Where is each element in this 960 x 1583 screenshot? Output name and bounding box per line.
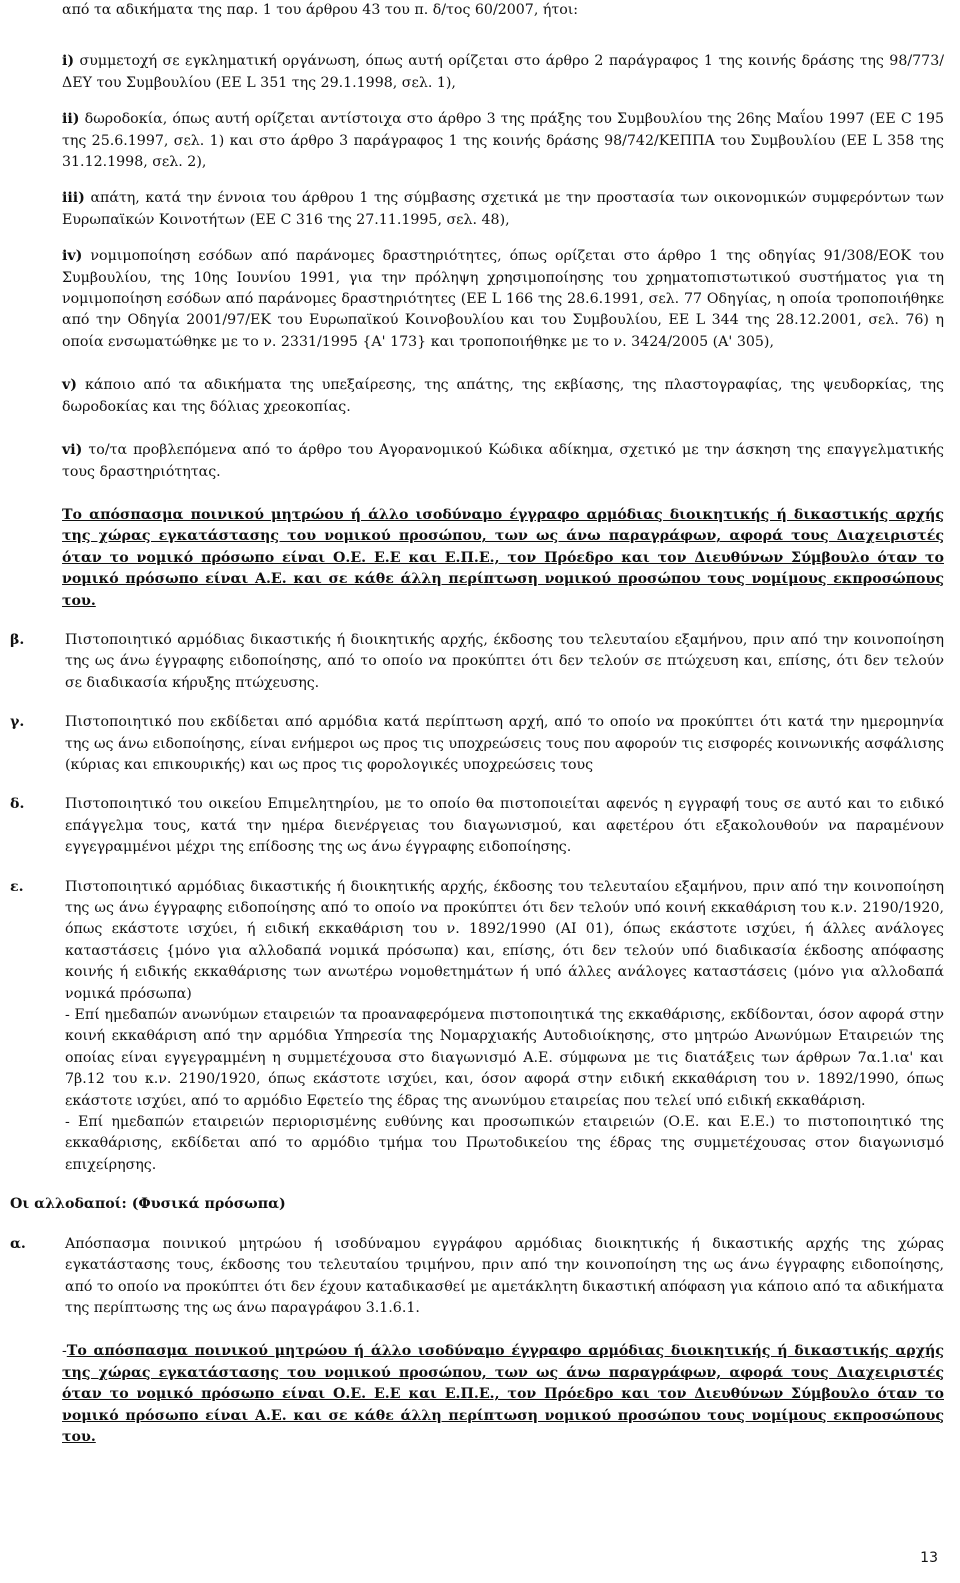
item-letter: ε. bbox=[10, 878, 24, 895]
item-marker: ii) bbox=[62, 111, 80, 128]
lettered-item-delta bbox=[10, 794, 944, 858]
item-marker: vi) bbox=[62, 442, 83, 459]
item-marker: iii) bbox=[62, 190, 85, 207]
item-letter: β. bbox=[10, 631, 25, 648]
list-item-i bbox=[62, 51, 944, 94]
foreign-persons-heading: Οι αλλοδαποί: (Φυσικά πρόσωπα) bbox=[10, 1196, 286, 1213]
item-marker: iv) bbox=[62, 248, 83, 265]
item-text: κάποιο από τα αδικήματα της υπεξαίρεσης, της απάτης, της εκβίασης, της πλαστογραφίας, της ψευδορκίας, της δωροδοκίας και της δόλιας χρεοκοπίας. bbox=[62, 377, 944, 415]
document-page bbox=[10, 0, 944, 1448]
list-item-iii bbox=[62, 188, 944, 231]
item-letter: α. bbox=[10, 1235, 26, 1252]
item-text: συμμετοχή σε εγκληματική οργάνωση, όπως αυτή ορίζεται στο άρθρο 2 παράγραφος 1 της κοινής δράσης της 98/773/ΔΕΥ του Συμβουλίου (ΕΕ L 351 της 29.1.1998, σελ. 1), bbox=[62, 53, 944, 91]
note-prefix: - bbox=[62, 1343, 67, 1360]
item-marker: i) bbox=[62, 53, 75, 70]
item-text: Απόσπασμα ποινικού μητρώου ή ισοδύναμου εγγράφου αρμόδιας διοικητικής ή δικαστικής αρχής της χώρας εγκατάστασης τους, έκδοσης του τελευταίου τριμήνου, πριν από την κοινοποίηση της ως άνω έγγραφης ειδοποίησης, από το οποίο να προκύπτει ότι δεν έχουν καταδικασθεί με αμετάκλητη δικαστική απόφαση για κάποιο από τα αδικήματα της περίπτωσης της ως άνω παραγράφου 3.1.6.1. bbox=[65, 1235, 944, 1316]
list-item-vi bbox=[62, 440, 944, 483]
lettered-item-alpha bbox=[10, 1234, 944, 1320]
item-text: Πιστοποιητικό που εκδίδεται από αρμόδια κατά περίπτωση αρχή, από το οποίο να προκύπτει ότι κατά την ημερομηνία της ως άνω ειδοποίησης, είναι ενήμεροι ως προς τις υποχρεώσεις τους που αφορούν τις εισφορές κοινωνικής ασφάλισης (κύριας και επικουρικής) και ως προς τις φορολογικές υποχρεώσεις τους bbox=[65, 714, 944, 773]
note-text: Το απόσπασμα ποινικού μητρώου ή άλλο ισοδύναμο έγγραφο αρμόδιας διοικητικής ή δικαστικής αρχής της χώρας εγκατάστασης του νομικού προσώπου, των ως άνω παραγράφων, αφορά τους Διαχειριστές όταν το νομικό πρόσωπο είναι Ο.Ε. Ε.Ε και Ε.Π.Ε., τον Πρόεδρο και τον Διευθύνων Σύμβουλο όταν το νομικό πρόσωπο είναι Α.Ε. και σε κάθε άλλη περίπτωση νομικού προσώπου τους νομίμους εκπροσώπους του. bbox=[62, 1343, 944, 1445]
item-text: δωροδοκία, όπως αυτή ορίζεται αντίστοιχα στο άρθρο 3 της πράξης του Συμβουλίου της 26ης Μαΐου 1997 (ΕΕ C 195 της 25.6.1997, σελ. 1) και στο άρθρο 3 παράγραφος 1 της κοινής δράσης 98/742/ΚΕΠΠΑ του Συμβουλίου (ΕΕ L 358 της 31.12.1998, σελ. 2), bbox=[62, 111, 944, 171]
list-item-iv bbox=[62, 246, 944, 353]
intro-line: από τα αδικήματα της παρ. 1 του άρθρου 43 του π. δ/τος 60/2007, ήτοι: bbox=[62, 2, 579, 18]
page-number: 13 bbox=[920, 1549, 938, 1566]
item-text: νομιμοποίηση εσόδων από παράνομες δραστηριότητες, όπως ορίζεται στο άρθρο 1 της οδηγίας 91/308/ΕΟΚ του Συμβουλίου, της 10ης Ιουνίου 1991, για την πρόληψη χρησιμοποίησης του χρηματοπιστωτικού συστήματος για τη νομιμοποίηση εσόδων από παράνομες δραστηριότητες (ΕΕ L 166 της 28.6.1991, σελ. 77 Οδηγίας, η οποία τροποποιήθηκε από την Οδηγία 2001/97/ΕΚ του Ευρωπαϊκού Κοινοβουλίου και του Συμβουλίου, ΕΕ L 344 της 28.12.2001, σελ. 76) η οποία ενσωματώθηκε με το ν. 2331/1995 {Α' 173} και τροποποιήθηκε με το ν. 3424/2005 (Α' 305), bbox=[62, 248, 944, 350]
item-body bbox=[65, 877, 944, 1177]
item-marker: v) bbox=[62, 377, 77, 394]
lettered-item-gamma bbox=[10, 712, 944, 776]
list-item-v bbox=[62, 375, 944, 418]
criminal-record-note-foreign bbox=[62, 1341, 944, 1448]
item-text: Πιστοποιητικό του οικείου Επιμελητηρίου, με το οποίο θα πιστοποιείται αφενός η εγγραφή τους σε αυτό και το ειδικό επάγγελμα τους, κατά την ημέρα διενέργειας του διαγωνισμού, και αφετέρου ότι εξακολουθούν να παραμένουν εγγεγραμμένοι μέχρι της επίδοσης της ως άνω έγγραφης ειδοποίησης. bbox=[65, 796, 944, 856]
item-text: Πιστοποιητικό αρμόδιας δικαστικής ή διοικητικής αρχής, έκδοσης του τελευταίου εξαμήνου, πριν από την κοινοποίηση της ως άνω έγγραφης ειδοποίησης από το οποίο να προκύπτει ότι δεν τελούν υπό κοινή εκκαθάριση του κ.ν. 2190/1920, όπως εκάστοτε ισχύει, ή ειδική εκκαθάριση του ν. 1892/1990 (ΑΙ 01), όπως εκάστοτε ισχύει, ή άλλες ανάλογες καταστάσεις {μόνο για αλλοδαπά νομικά πρόσωπα) και, επίσης, ότι δεν τελούν υπό διαδικασία έκδοσης απόφασης κοινής ή ειδικής εκκαθάρισης των ανωτέρω νομοθετημάτων ή υπό άλλες ανάλογες καταστάσεις (μόνο για αλλοδαπά νομικά πρόσωπα) bbox=[65, 878, 944, 1002]
liquidation-ltd-paragraph: - Επί ημεδαπών εταιρειών περιορισμένης ευθύνης και προσωπικών εταιρειών (Ο.Ε. και Ε.Ε.) το πιστοποιητικό της εκκαθάρισης, εκδίδεται από το αρμόδιο τμήμα του Πρωτοδικείου της έδρας της συμμετέχουσας στον διαγωνισμό επιχείρησης. bbox=[65, 1114, 944, 1173]
item-letter: δ. bbox=[10, 796, 25, 813]
item-text: απάτη, κατά την έννοια του άρθρου 1 της σύμβασης σχετικά με την προστασία των οικονομικών συμφερόντων των Ευρωπαϊκών Κοινοτήτων (ΕΕ C 316 της 27.11.1995, σελ. 48), bbox=[62, 190, 944, 228]
lettered-item-epsilon bbox=[10, 877, 944, 1177]
criminal-record-note: Το απόσπασμα ποινικού μητρώου ή άλλο ισοδύναμο έγγραφο αρμόδιας διοικητικής ή δικαστικής αρχής της χώρας εγκατάστασης του νομικού προσώπου, των ως άνω παραγράφων, αφορά τους Διαχειριστές όταν το νομικό πρόσωπο είναι Ο.Ε. Ε.Ε και Ε.Π.Ε., τον Πρόεδρο και τον Διευθύνων Σύμβουλο όταν το νομικό πρόσωπο είναι Α.Ε. και σε κάθε άλλη περίπτωση νομικού προσώπου τους νομίμους εκπροσώπους του. bbox=[62, 506, 944, 609]
list-item-ii bbox=[62, 109, 944, 173]
liquidation-sa-paragraph: - Επί ημεδαπών ανωνύμων εταιρειών τα προαναφερόμενα πιστοποιητικά της εκκαθάρισης, εκδίδονται, όσον αφορά στην κοινή εκκαθάριση από την αρμόδια Υπηρεσία της Νομαρχιακής Αυτοδιοίκησης, στο μητρώο Ανωνύμων Εταιρειών της οποίας είναι εγγεγραμμένη η συμμετέχουσα στο διαγωνισμό Α.Ε. σύμφωνα με τις διατάξεις των άρθρων 7α.1.ια' και 7β.12 του κ.ν. 2190/1920, όπως εκάστοτε ισχύει, και, όσον αφορά στην ειδική εκκαθάριση του ν. 1892/1990, όπως εκάστοτε ισχύει, από το αρμόδιο Εφετείο της έδρας της ανωνύμου εταιρείας που τελεί υπό ειδική εκκαθάριση. bbox=[65, 1007, 944, 1109]
lettered-item-beta bbox=[10, 630, 944, 694]
item-letter: γ. bbox=[10, 714, 25, 731]
item-text: Πιστοποιητικό αρμόδιας δικαστικής ή διοικητικής αρχής, έκδοσης του τελευταίου εξαμήνου, πριν από την κοινοποίηση της ως άνω έγγραφης ειδοποίησης, από το οποίο να προκύπτει ότι δεν τελούν σε πτώχευση και, επίσης, ότι δεν τελούν σε διαδικασία κήρυξης πτώχευσης. bbox=[65, 631, 944, 691]
item-text: το/τα προβλεπόμενα από το άρθρο του Αγορανομικού Κώδικα αδίκημα, σχετικό με την άσκηση της επαγγελματικής τους δραστηριότητας. bbox=[62, 442, 944, 480]
